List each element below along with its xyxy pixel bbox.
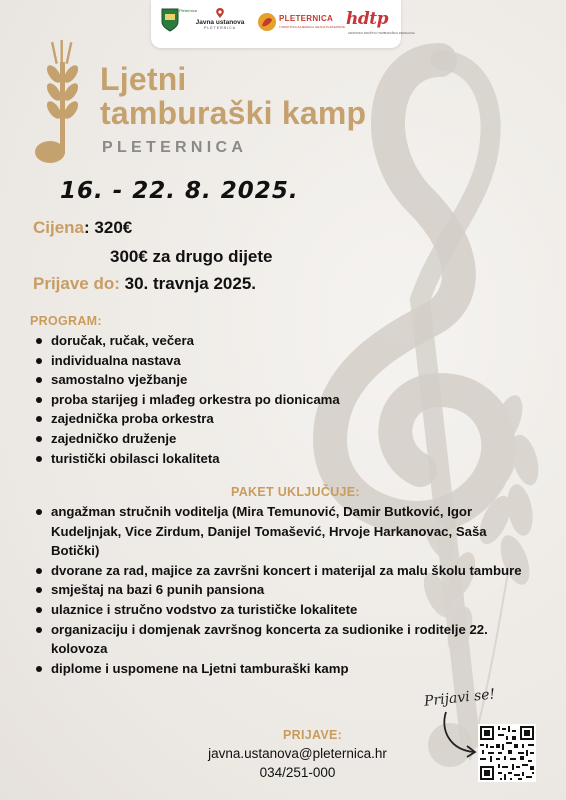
list-item: diplome i uspomene na Ljetni tamburaški kamp — [34, 659, 529, 679]
list-item: zajedničko druženje — [34, 429, 434, 449]
wheat-note-logo-icon — [34, 40, 90, 164]
hdtp-logo-name: hdtp — [346, 9, 388, 29]
qr-caption: Prijavi se! — [423, 686, 496, 710]
list-item: samostalno vježbanje — [34, 370, 434, 390]
price-line — [33, 218, 132, 238]
package-heading: PAKET UKLJUČUJE: — [231, 485, 360, 499]
javna-ustanova-logo — [195, 8, 245, 30]
camp-dates: 16. - 22. 8. 2025. — [60, 178, 299, 204]
arrow-icon — [440, 710, 480, 760]
registration-heading: PRIJAVE: — [283, 728, 343, 742]
list-item: turistički obilasci lokaliteta — [34, 449, 434, 469]
title-line-2: tamburaški kamp — [100, 95, 367, 131]
title-line-1: Ljetni — [100, 61, 187, 97]
list-item: proba starijeg i mlađeg orkestra po dionicama — [34, 390, 434, 410]
qr-code-icon[interactable] — [478, 724, 536, 782]
price-value: : 320€ — [84, 218, 133, 237]
list-item: angažman stručnih voditelja (Mira Temunović, Damir Butković, Igor Kudeljnjak, Vice Zirdum, Danijel Tomašević, Hrvoje Harkanovac, Saša Botički) — [34, 502, 529, 561]
partner-logos-bar — [151, 0, 415, 48]
list-item: zajednička proba orkestra — [34, 409, 434, 429]
list-item: ulaznice i stručno vodstvo za turističke lokalitete — [34, 600, 529, 620]
list-item: dvorane za rad, majice za završni koncert i materijal za malu školu tambure — [34, 561, 529, 581]
ju-logo-subname: PLETERNICA — [204, 26, 236, 30]
list-item: smještaj na bazi 6 punih pansiona — [34, 580, 529, 600]
page-title — [100, 62, 366, 130]
registration-deadline — [33, 274, 256, 294]
crest-caption: Pleternica — [179, 8, 197, 13]
tz-logo-subname: TURISTIČKA ZAJEDNICA GRADA PLETERNICE — [279, 25, 346, 29]
hdtp-logo-subname: HRVATSKO DRUŠTVO TAMBURAŠKIH PEDAGOGA — [348, 31, 415, 35]
page-subtitle: PLETERNICA — [102, 139, 248, 156]
program-list — [34, 331, 434, 468]
hdtp-logo — [346, 9, 415, 35]
city-crest-icon — [161, 8, 179, 32]
tz-pleternica-mark-icon — [257, 12, 277, 32]
second-child-price: 300€ za drugo dijete — [110, 247, 273, 266]
contact-phone[interactable]: 034/251-000 — [259, 765, 336, 780]
tz-logo-name: PLETERNICA — [279, 14, 334, 23]
tz-pleternica-logo — [257, 12, 346, 37]
list-item: organizaciju i domjenak završnog koncerta za sudionike i roditelje 22. kolovoza — [34, 620, 529, 659]
deadline-label: Prijave do: — [33, 274, 120, 293]
deadline-value: 30. travnja 2025. — [119, 274, 257, 293]
list-item: doručak, ručak, večera — [34, 331, 434, 351]
ju-mark-icon — [215, 8, 225, 18]
program-heading: PROGRAM: — [30, 314, 102, 328]
contact-email[interactable]: javna.ustanova@pleternica.hr — [208, 746, 387, 761]
ju-logo-name: Javna ustanova — [195, 19, 245, 26]
package-list — [34, 502, 529, 678]
price-label: Cijena — [33, 218, 85, 237]
list-item: individualna nastava — [34, 351, 434, 371]
